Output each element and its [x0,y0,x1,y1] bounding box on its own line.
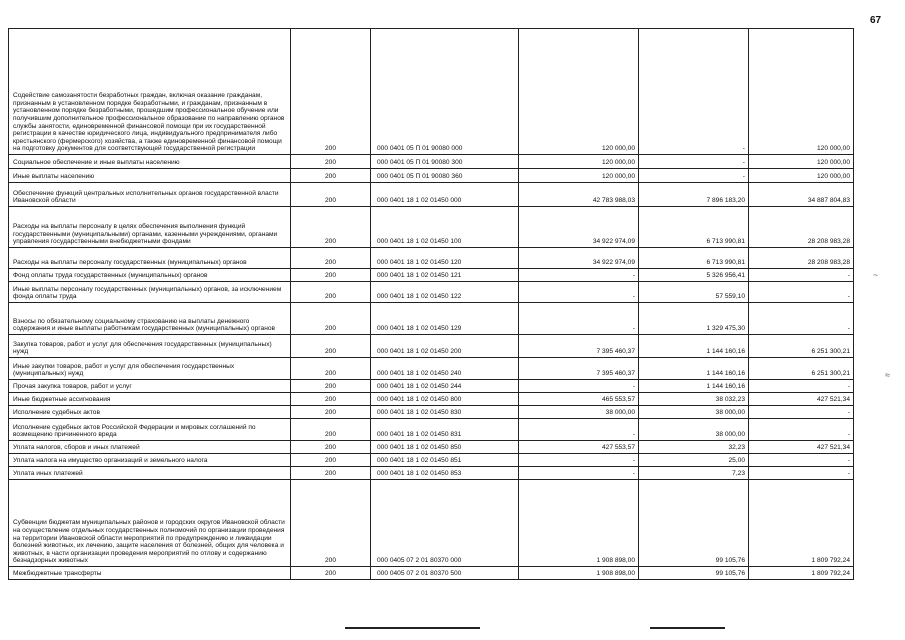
row-executed: 6 713 990,81 [639,248,749,269]
row-approved: 7 395 460,37 [519,358,639,380]
row-budget-code: 000 0401 18 1 02 01450 100 [371,207,519,248]
row-title: Исполнение судебных актов Российской Федерации и мировых соглашений по возмещению причиненного вреда [9,419,291,441]
row-title: Субвенции бюджетам муниципальных районов и городских округов Ивановской области на осуществление отдельных государственных полномочий по организации проведения на территории Ивановской области мероприятий по предупреждению и ликвидации болезней животных, их лечению, защите населения от болезней, общих для человека и животных, в части организации проведения мероприятий по отлову и содержанию безнадзорных животных [9,480,291,567]
row-executed: 38 032,23 [639,393,749,406]
scan-mark: ~ [873,270,879,280]
row-approved: 120 000,00 [519,169,639,183]
table-row [9,567,854,580]
row-budget-code: 000 0401 05 П 01 90080 300 [371,155,519,169]
table-row [9,358,854,380]
row-approved: 427 553,57 [519,441,639,454]
row-unexecuted: 120 000,00 [749,29,854,155]
row-line-code: 200 [291,282,371,303]
row-budget-code: 000 0401 18 1 02 01450 853 [371,467,519,480]
row-executed: 99 105,76 [639,567,749,580]
row-approved: 34 922 974,09 [519,207,639,248]
row-approved: - [519,282,639,303]
page-number: 67 [870,15,882,26]
row-unexecuted: - [749,454,854,467]
row-budget-code: 000 0401 18 1 02 01450 851 [371,454,519,467]
row-line-code: 200 [291,567,371,580]
table-row [9,419,854,441]
row-unexecuted: 28 208 983,28 [749,207,854,248]
row-executed: 1 329 475,30 [639,303,749,335]
row-approved: 1 908 898,00 [519,480,639,567]
table-row [9,29,854,155]
row-executed: 1 144 160,16 [639,335,749,358]
row-budget-code: 000 0401 18 1 02 01450 200 [371,335,519,358]
row-title: Содействие самозанятости безработных граждан, включая оказание гражданам, признанным в установленном порядке безработными, и гражданам, признанным в установленном порядке безработными, прошедшим профессиональное обучение или получившим дополнительное профессиональное образование по направлению органов службы занятости, единовременной финансовой помощи при их государственной регистрации в качестве юридического лица, индивидуального предпринимателя либо крестьянского (фермерского) хозяйства, а также единовременной финансовой помощи на подготовку документов для соответствующей государственной регистрации [9,29,291,155]
table-row [9,169,854,183]
row-executed: 1 144 160,16 [639,358,749,380]
row-line-code: 200 [291,335,371,358]
table-row [9,441,854,454]
table-row [9,155,854,169]
row-approved: - [519,419,639,441]
row-approved: 120 000,00 [519,29,639,155]
table-row [9,269,854,282]
table-row [9,335,854,358]
table-row [9,380,854,393]
row-title: Иные бюджетные ассигнования [9,393,291,406]
row-executed: 1 144 160,16 [639,380,749,393]
row-line-code: 200 [291,248,371,269]
row-approved: - [519,454,639,467]
row-unexecuted: 1 809 792,24 [749,567,854,580]
row-unexecuted: 1 809 792,24 [749,480,854,567]
row-budget-code: 000 0405 07 2 01 80370 000 [371,480,519,567]
row-budget-code: 000 0401 18 1 02 01450 122 [371,282,519,303]
table-row [9,282,854,303]
row-title: Иные выплаты населению [9,169,291,183]
row-line-code: 200 [291,303,371,335]
row-unexecuted: - [749,380,854,393]
row-unexecuted: - [749,419,854,441]
row-unexecuted: 120 000,00 [749,155,854,169]
row-title: Обеспечение функций центральных исполнительных органов государственной власти Ивановской области [9,183,291,207]
table-row [9,393,854,406]
footer-rule-right [650,627,725,629]
row-title: Иные закупки товаров, работ и услуг для обеспечения государственных (муниципальных) нужд [9,358,291,380]
row-executed: 38 000,00 [639,406,749,419]
row-executed: 7,23 [639,467,749,480]
row-approved: 7 395 460,37 [519,335,639,358]
row-approved: - [519,467,639,480]
row-budget-code: 000 0401 18 1 02 01450 121 [371,269,519,282]
row-budget-code: 000 0401 05 П 01 90080 360 [371,169,519,183]
table-row [9,406,854,419]
row-line-code: 200 [291,441,371,454]
row-budget-code: 000 0401 18 1 02 01450 830 [371,406,519,419]
row-line-code: 200 [291,467,371,480]
row-line-code: 200 [291,269,371,282]
row-executed: 57 559,10 [639,282,749,303]
row-title: Закупка товаров, работ и услуг для обеспечения государственных (муниципальных) нужд [9,335,291,358]
row-title: Взносы по обязательному социальному страхованию на выплаты денежного содержания и иные выплаты работникам государственных (муниципальных) органов [9,303,291,335]
row-unexecuted: - [749,303,854,335]
row-approved: - [519,269,639,282]
row-unexecuted: 28 208 983,28 [749,248,854,269]
row-unexecuted: - [749,406,854,419]
row-budget-code: 000 0401 18 1 02 01450 000 [371,183,519,207]
row-executed: 5 326 956,41 [639,269,749,282]
row-budget-code: 000 0401 18 1 02 01450 240 [371,358,519,380]
row-title: Уплата налогов, сборов и иных платежей [9,441,291,454]
table-row [9,248,854,269]
row-approved: 38 000,00 [519,406,639,419]
row-executed: 7 896 183,20 [639,183,749,207]
row-executed: 32,23 [639,441,749,454]
row-title: Фонд оплаты труда государственных (муниципальных) органов [9,269,291,282]
row-approved: - [519,380,639,393]
row-budget-code: 000 0401 18 1 02 01450 831 [371,419,519,441]
row-budget-code: 000 0401 18 1 02 01450 244 [371,380,519,393]
row-approved: - [519,303,639,335]
row-executed: - [639,155,749,169]
row-title: Уплата налога на имущество организаций и земельного налога [9,454,291,467]
row-executed: - [639,169,749,183]
table-row [9,183,854,207]
row-unexecuted: 427 521,34 [749,441,854,454]
row-budget-code: 000 0401 18 1 02 01450 800 [371,393,519,406]
row-line-code: 200 [291,380,371,393]
row-executed: - [639,29,749,155]
row-approved: 465 553,57 [519,393,639,406]
table-row [9,303,854,335]
row-unexecuted: 120 000,00 [749,169,854,183]
table-row [9,454,854,467]
row-unexecuted: - [749,269,854,282]
row-title: Прочая закупка товаров, работ и услуг [9,380,291,393]
row-title: Расходы на выплаты персоналу государственных (муниципальных) органов [9,248,291,269]
row-line-code: 200 [291,393,371,406]
row-unexecuted: 34 887 804,83 [749,183,854,207]
row-unexecuted: 6 251 300,21 [749,335,854,358]
row-budget-code: 000 0401 18 1 02 01450 120 [371,248,519,269]
row-line-code: 200 [291,480,371,567]
table-row [9,480,854,567]
budget-execution-table [8,28,854,580]
row-line-code: 200 [291,406,371,419]
row-title: Уплата иных платежей [9,467,291,480]
row-unexecuted: - [749,467,854,480]
row-approved: 1 908 898,00 [519,567,639,580]
row-budget-code: 000 0401 05 П 01 90080 000 [371,29,519,155]
row-line-code: 200 [291,155,371,169]
row-approved: 34 922 974,09 [519,248,639,269]
row-executed: 25,00 [639,454,749,467]
row-title: Исполнение судебных актов [9,406,291,419]
row-approved: 42 783 988,03 [519,183,639,207]
row-budget-code: 000 0405 07 2 01 80370 500 [371,567,519,580]
row-unexecuted: 6 251 300,21 [749,358,854,380]
row-executed: 38 000,00 [639,419,749,441]
row-title: Социальное обеспечение и иные выплаты населению [9,155,291,169]
row-executed: 99 105,76 [639,480,749,567]
row-line-code: 200 [291,183,371,207]
row-line-code: 200 [291,29,371,155]
row-line-code: 200 [291,207,371,248]
table-row [9,207,854,248]
row-budget-code: 000 0401 18 1 02 01450 129 [371,303,519,335]
row-executed: 6 713 990,81 [639,207,749,248]
row-title: Межбюджетные трансферты [9,567,291,580]
scan-mark: ≈ [885,370,890,380]
row-line-code: 200 [291,419,371,441]
table-row [9,467,854,480]
row-unexecuted: - [749,282,854,303]
row-line-code: 200 [291,454,371,467]
footer-rule [345,627,480,629]
row-approved: 120 000,00 [519,155,639,169]
row-budget-code: 000 0401 18 1 02 01450 850 [371,441,519,454]
row-line-code: 200 [291,169,371,183]
row-unexecuted: 427 521,34 [749,393,854,406]
row-title: Иные выплаты персоналу государственных (муниципальных) органов, за исключением фонда оплаты труда [9,282,291,303]
row-line-code: 200 [291,358,371,380]
row-title: Расходы на выплаты персоналу в целях обеспечения выполнения функций государственными (муниципальными) органами, казенными учреждениями, органами управления государственными внебюджетными фондами [9,207,291,248]
